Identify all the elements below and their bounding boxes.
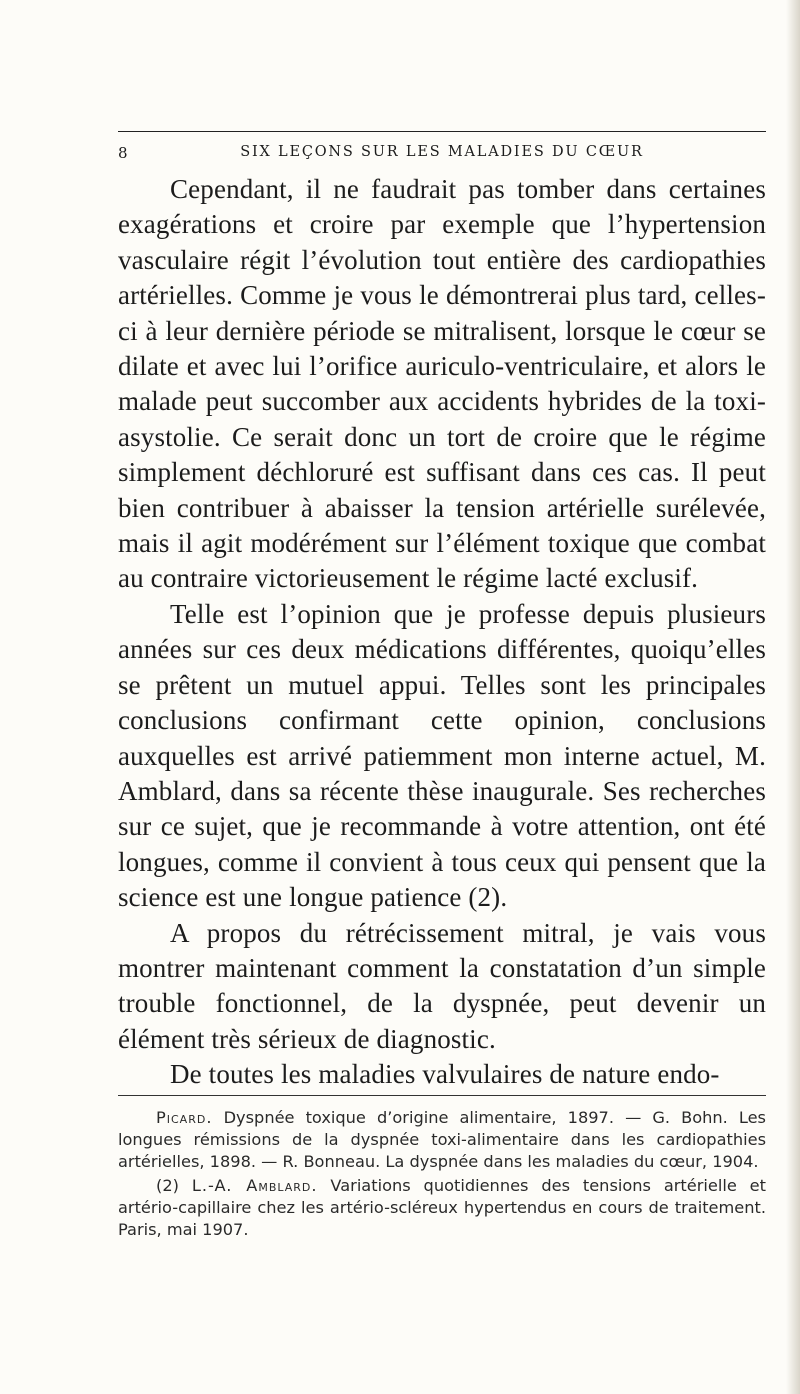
footnote-2-text: Variations quotidiennes des tensions artérielle et artério-capillaire chez les artério-scléreux hypertendus en cours de traitement. Paris, mai 1907. [118, 1176, 766, 1239]
paragraph-3: A propos du rétrécissement mitral, je vais vous montrer maintenant comment la constatation d’un simple trouble fonctionnel, de la dyspnée, peut devenir un élément très sérieux de diagnostic. [118, 917, 766, 1054]
body-text [118, 172, 766, 1093]
paragraph-4: De toutes les maladies valvulaires de nature endo- [170, 1059, 720, 1090]
footnote-1-author: Picard. [156, 1108, 213, 1127]
running-title: SIX LEÇONS SUR LES MALADIES DU CŒUR [240, 144, 644, 160]
footnote-1 [118, 1107, 766, 1172]
footnote-2-author: L.-A. Amblard. [191, 1176, 318, 1196]
paragraph-2: Telle est l’opinion que je professe depuis plusieurs années sur ces deux médications différentes, quoiqu’elles se prêtent un mutuel appui. Telles sont les principales conclusions confirmant cette opinion, conclusions auxquelles est arrivé patiemment mon interne actuel, M. Amblard, dans sa récente thèse inaugurale. Ses recherches sur ce sujet, que je recommande à votre attention, ont été longues, comme il convient à tous ceux qui pensent que la science est une longue patience (2). [118, 598, 766, 913]
footnote-2 [118, 1175, 766, 1240]
running-header [118, 131, 766, 166]
footnote-1-text: Dyspnée toxique d’origine alimentaire, 1897. — G. Bohn. Les longues rémissions de la dyspnée toxi-alimentaire dans les cardiopathies artérielles, 1898. — R. Bonneau. La dyspnée dans les maladies du cœur, 1904. [118, 1108, 766, 1171]
page-number: 8 [118, 144, 129, 162]
footnote-divider [118, 1095, 766, 1096]
paragraph-1: Cependant, il ne faudrait pas tomber dans certaines exagérations et croire par exemple que l’hypertension vasculaire régit l’évolution tout entière des cardiopathies artérielles. Comme je vous le démontrerai plus tard, celles-ci à leur dernière période se mitralisent, lorsque le cœur se dilate et avec lui l’orifice auriculo-ventriculaire, et alors le malade peut succomber aux accidents hybrides de la toxi-asystolie. Ce serait donc un tort de croire que le régime simplement déchloruré est suffisant dans ces cas. Il peut bien contribuer à abaisser la tension artérielle surélevée, mais il agit modérément sur l’élément toxique que combat au contraire victorieusement le régime lacté exclusif. [118, 174, 766, 594]
footnotes [118, 1107, 766, 1244]
footnote-2-marker: (2) [156, 1176, 179, 1196]
page-edge-shadow [786, 0, 800, 1394]
